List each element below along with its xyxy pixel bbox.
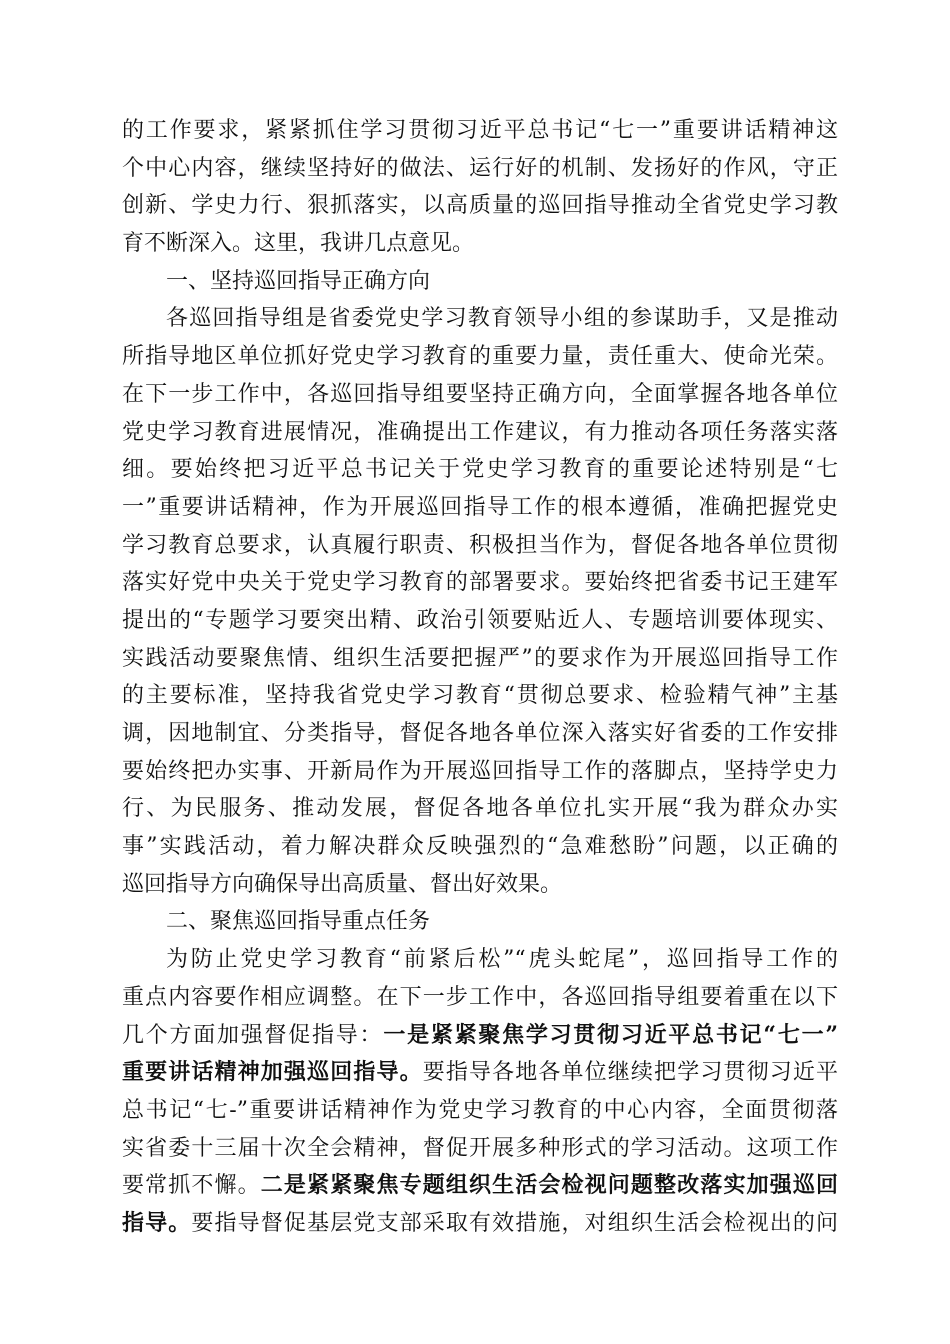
bold-text-run: 一是紧紧聚焦学习贯彻习近平总书记“七一”	[383, 1021, 838, 1048]
text-run: 党史学习教育进展情况，准确提出工作建议，有力推动各项任务落实落	[122, 419, 838, 445]
text-run: 个中心内容，继续坚持好的做法、运行好的机制、发扬好的作风，守正	[122, 155, 838, 181]
text-run: 创新、学史力行、狠抓落实，以高质量的巡回指导推动全省党史学习教	[122, 193, 838, 219]
text-line	[122, 1092, 838, 1130]
text-run: 行、为民服务、推动发展，督促各地各单位扎实开展“我为群众办实	[122, 796, 838, 822]
text-run: 二、聚焦巡回指导重点任务	[166, 909, 431, 935]
text-run: 实践活动要聚焦情、组织生活要把握严”的要求作为开展巡回指导工作	[122, 645, 838, 671]
text-run: 各巡回指导组是省委党史学习教育领导小组的参谋助手，又是推动	[166, 306, 838, 332]
section-heading	[122, 903, 838, 941]
text-line	[122, 150, 838, 188]
text-line	[122, 187, 838, 225]
text-line	[122, 451, 838, 489]
text-run: 所指导地区单位抓好党史学习教育的重要力量，责任重大、使命光荣。	[122, 344, 838, 370]
text-run: 总书记“七-”重要讲话精神作为党史学习教育的中心内容，全面贯彻落	[122, 1097, 838, 1123]
text-run: 要始终把办实事、开新局作为开展巡回指导工作的落脚点，坚持学史力	[122, 758, 838, 784]
text-line	[122, 979, 838, 1017]
text-line	[122, 1017, 838, 1055]
text-line	[122, 715, 838, 753]
text-line	[122, 376, 838, 414]
text-line	[122, 564, 838, 602]
text-run: 的主要标准，坚持我省党史学习教育“贯彻总要求、检验精气神”主基	[122, 683, 838, 709]
text-run: 落实好党中央关于党史学习教育的部署要求。要始终把省委书记王建军	[122, 570, 838, 596]
text-line	[122, 753, 838, 791]
bold-text-run: 二是紧紧聚焦专题组织生活会检视问题整改落实加强巡回	[260, 1172, 838, 1199]
text-line	[122, 225, 838, 263]
text-line	[122, 112, 838, 150]
text-run: 在下一步工作中，各巡回指导组要坚持正确方向，全面掌握各地各单位	[122, 381, 838, 407]
body-paragraph	[122, 941, 838, 1243]
text-run: 调，因地制宜、分类指导，督促各地各单位深入落实好省委的工作安排	[122, 721, 838, 746]
text-run: 一”重要讲话精神，作为开展巡回指导工作的根本遵循，准确把握党史	[122, 494, 838, 520]
text-run: 几个方面加强督促指导：	[122, 1022, 384, 1048]
text-run: 事”实践活动，着力解决群众反映强烈的“急难愁盼”问题，以正确的	[122, 834, 838, 860]
text-line	[122, 489, 838, 527]
document-page	[122, 112, 838, 1243]
text-line	[122, 300, 838, 338]
text-line	[122, 1167, 838, 1205]
text-run: 的工作要求，紧紧抓住学习贯彻习近平总书记“七一”重要讲话精神这	[122, 118, 838, 143]
bold-text-run: 指导。	[122, 1209, 192, 1236]
text-run: 实省委十三届十次全会精神，督促开展多种形式的学习活动。这项工作	[122, 1135, 838, 1161]
body-paragraph	[122, 112, 838, 263]
bold-text-run: 重要讲话精神加强巡回指导。	[122, 1059, 423, 1086]
text-line	[122, 263, 838, 301]
text-line	[122, 640, 838, 678]
text-line	[122, 903, 838, 941]
text-line	[122, 866, 838, 904]
text-run: 为防止党史学习教育“前紧后松”“虎头蛇尾”，巡回指导工作的	[166, 947, 838, 973]
text-run: 重点内容要作相应调整。在下一步工作中，各巡回指导组要着重在以下	[122, 984, 838, 1010]
text-line	[122, 338, 838, 376]
text-line	[122, 1205, 838, 1243]
text-run: 育不断深入。这里，我讲几点意见。	[122, 231, 475, 257]
text-line	[122, 941, 838, 979]
text-run: 一、坚持巡回指导正确方向	[166, 268, 431, 294]
text-line	[122, 602, 838, 640]
text-line	[122, 790, 838, 828]
text-line	[122, 1054, 838, 1092]
section-heading	[122, 263, 838, 301]
text-run: 要常抓不懈。	[122, 1173, 261, 1199]
text-line	[122, 527, 838, 565]
text-line	[122, 414, 838, 452]
text-run: 巡回指导方向确保导出高质量、督出好效果。	[122, 871, 563, 897]
text-line	[122, 828, 838, 866]
text-line	[122, 1130, 838, 1168]
text-run: 要指导督促基层党支部采取有效措施，对组织生活会检视出的问	[191, 1210, 838, 1236]
text-run: 细。要始终把习近平总书记关于党史学习教育的重要论述特别是“七	[122, 457, 838, 483]
text-run: 学习教育总要求，认真履行职责、积极担当作为，督促各地各单位贯彻	[122, 532, 838, 558]
body-paragraph	[122, 300, 838, 903]
text-run: 要指导各地各单位继续把学习贯彻习近平	[422, 1060, 838, 1086]
text-line	[122, 677, 838, 715]
text-run: 提出的“专题学习要突出精、政治引领要贴近人、专题培训要体现实、	[122, 607, 838, 633]
